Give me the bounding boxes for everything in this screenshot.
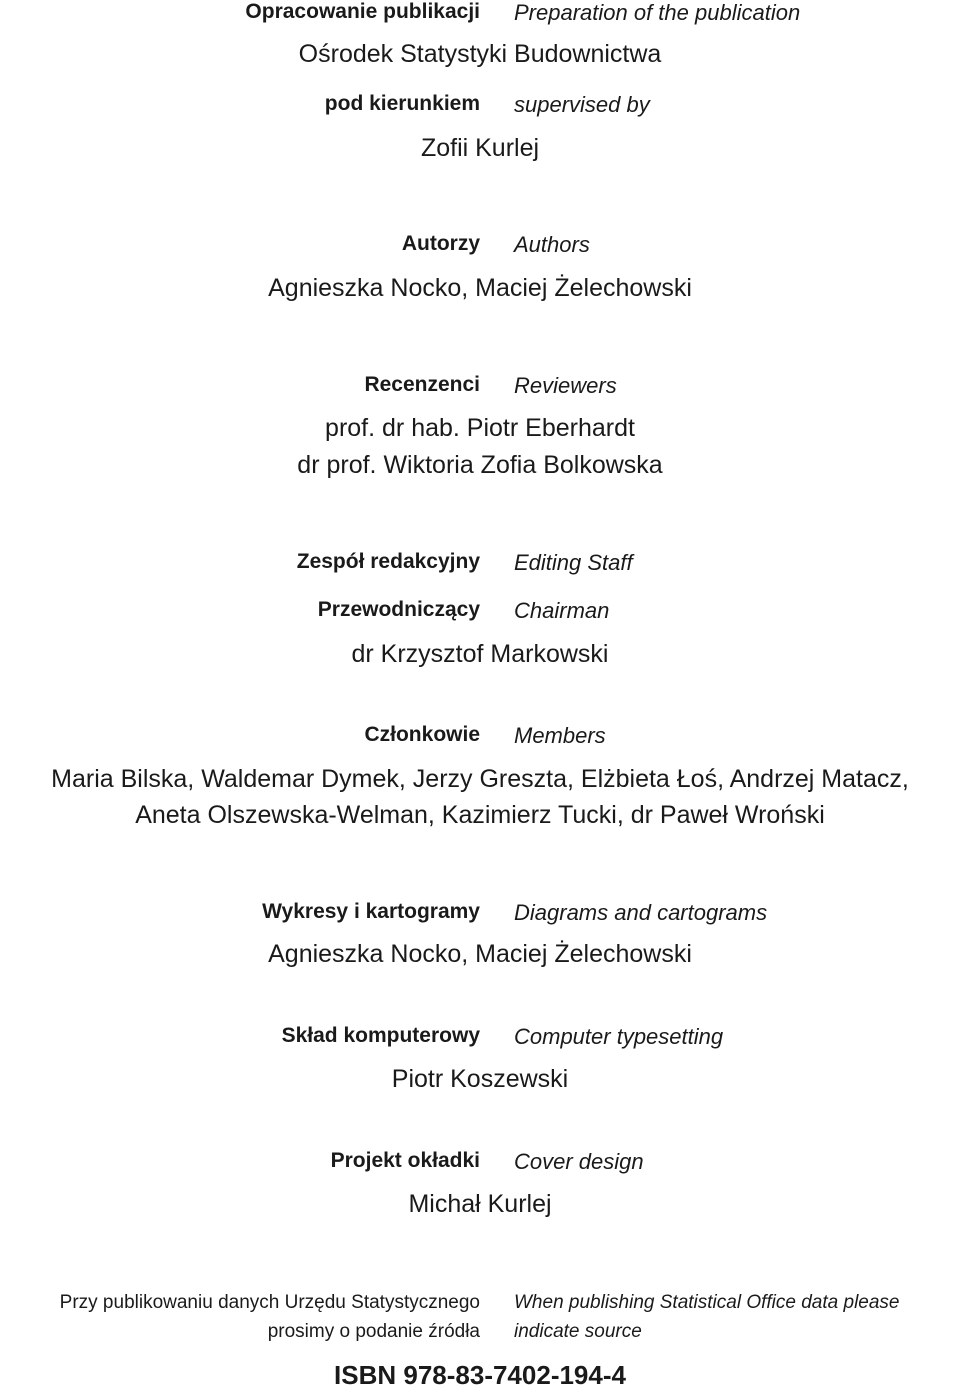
supervision-label-en: supervised by [514, 92, 650, 117]
members-label-pl: Członkowie [364, 723, 480, 746]
members-row [0, 723, 960, 757]
footer-note-en-line-1: When publishing Statistical Office data please [514, 1292, 900, 1313]
footer-note-en-line-2: indicate source [514, 1321, 642, 1342]
supervision-label-pl: pod kierunkiem [324, 92, 480, 115]
preparation-label-pl: Opracowanie publikacji [245, 0, 480, 23]
reviewers-label-pl: Recenzenci [364, 373, 480, 396]
isbn: ISBN 978-83-7402-194-4 [334, 1360, 626, 1390]
members-line-2: Aneta Olszewska-Welman, Kazimierz Tucki, dr Paweł Wroński [135, 801, 825, 829]
reviewers-row [0, 373, 960, 407]
authors-label-pl: Autorzy [401, 232, 480, 255]
footer-note-pl-line-2: prosimy o podanie źródła [267, 1321, 480, 1342]
diagrams-names: Agnieszka Nocko, Maciej Żelechowski [268, 940, 692, 968]
members-line-1: Maria Bilska, Waldemar Dymek, Jerzy Greszta, Elżbieta Łoś, Andrzej Matacz, [51, 765, 909, 793]
typesetting-label-en: Computer typesetting [514, 1024, 724, 1049]
authors-names: Agnieszka Nocko, Maciej Żelechowski [268, 274, 692, 302]
cover-designer-name: Michał Kurlej [408, 1190, 552, 1218]
reviewer-2: dr prof. Wiktoria Zofia Bolkowska [297, 451, 663, 479]
authors-row [0, 232, 960, 266]
editing-staff-label-pl: Zespół redakcyjny [296, 550, 480, 573]
chairman-row [0, 598, 960, 632]
chairman-label-pl: Przewodniczący [317, 598, 480, 621]
preparation-row [0, 0, 960, 34]
cover-row [0, 1149, 960, 1183]
chairman-label-en: Chairman [514, 598, 610, 623]
diagrams-label-pl: Wykresy i kartogramy [262, 900, 480, 923]
reviewers-label-en: Reviewers [514, 373, 617, 398]
cover-label-pl: Projekt okładki [330, 1149, 480, 1172]
footer-note-pl-line-1: Przy publikowaniu danych Urzędu Statystycznego [59, 1292, 480, 1313]
diagrams-label-en: Diagrams and cartograms [514, 900, 768, 925]
typesetting-name: Piotr Koszewski [391, 1065, 569, 1093]
preparation-label-en: Preparation of the publication [514, 0, 801, 25]
members-label-en: Members [514, 723, 606, 748]
preparation-unit: Ośrodek Statystyki Budownictwa [298, 40, 662, 68]
supervision-row [0, 92, 960, 126]
diagrams-row [0, 900, 960, 934]
authors-label-en: Authors [514, 232, 590, 257]
supervisor-name: Zofii Kurlej [420, 134, 540, 162]
editing-staff-row [0, 550, 960, 584]
typesetting-label-pl: Skład komputerowy [281, 1024, 480, 1047]
typesetting-row [0, 1024, 960, 1058]
chairman-name: dr Krzysztof Markowski [351, 640, 609, 668]
editing-staff-label-en: Editing Staff [514, 550, 633, 575]
reviewer-1: prof. dr hab. Piotr Eberhardt [325, 414, 635, 442]
cover-label-en: Cover design [514, 1149, 644, 1174]
